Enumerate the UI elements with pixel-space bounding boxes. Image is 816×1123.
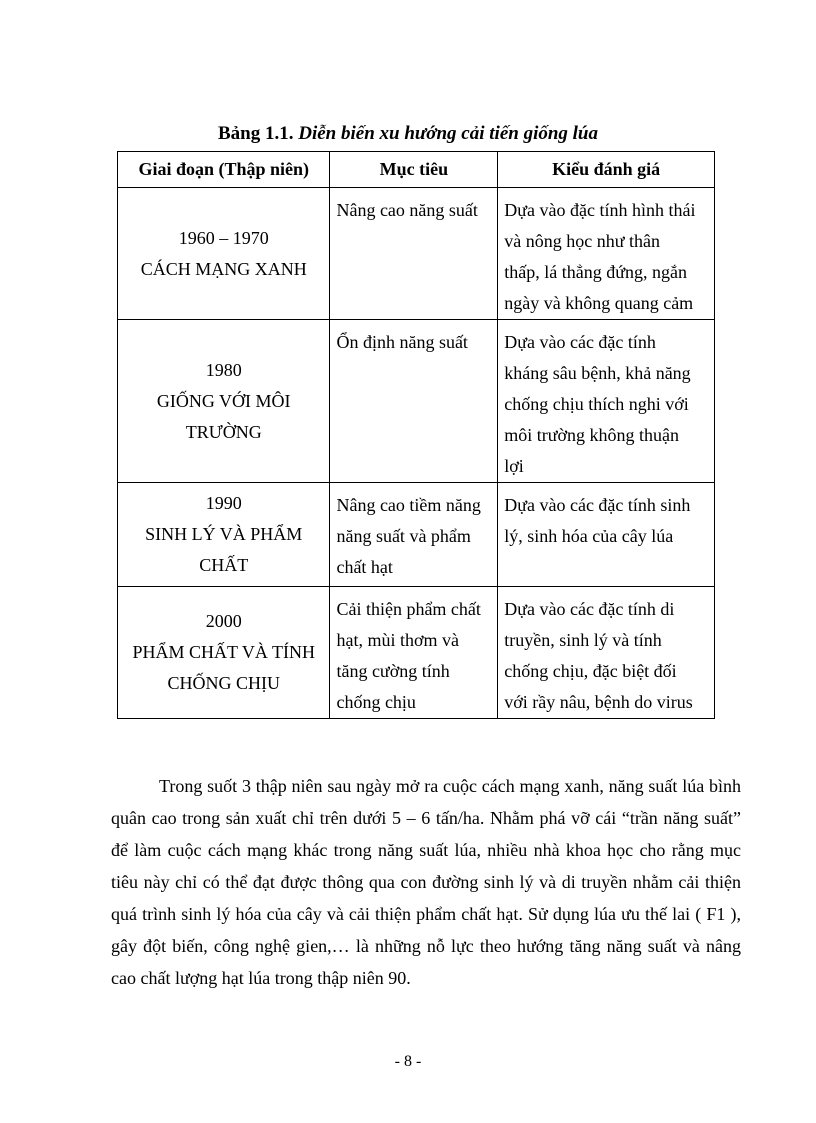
table-caption-title: Diễn biến xu hướng cải tiến giống lúa — [293, 123, 599, 144]
goal-line: năng suất và phẩm — [336, 526, 471, 546]
evaluation-line: môi trường không thuận — [504, 425, 679, 445]
evaluation-line: với rầy nâu, bệnh do virus — [504, 692, 693, 712]
period-cell — [118, 188, 330, 320]
goal-cell — [330, 587, 498, 719]
body-paragraph: Trong suốt 3 thập niên sau ngày mở ra cuộc cách mạng xanh, năng suất lúa bình quân cao trong sản xuất chỉ trên dưới 5 – 6 tấn/ha. Nhằm phá vỡ cái “trần năng suất” để làm cuộc cách mạng khác trong năng suất lúa, nhiều nhà khoa học cho rằng mục tiêu này chỉ có thể đạt được thông qua con đường sinh lý và di truyền nhằm cải thiện quá trình sinh lý hóa của cây và cải thiện phẩm chất hạt. Sử dụng lúa ưu thế lai ( F1 ), gây đột biến, công nghệ gien,… là những nỗ lực theo hướng tăng năng suất và nâng cao chất lượng hạt lúa trong thập niên 90. — [111, 776, 741, 988]
goal-cell — [330, 188, 498, 320]
goal-line: tăng cường tính — [336, 661, 450, 681]
evaluation-line: Dựa vào các đặc tính sinh — [504, 495, 691, 515]
evaluation-line: chống chịu thích nghi với — [504, 394, 689, 414]
period-cell — [118, 483, 330, 587]
goal-cell — [330, 320, 498, 483]
evaluation-line: ngày và không quang cảm — [504, 293, 694, 313]
period-cell — [118, 587, 330, 719]
evaluation-line: Dựa vào các đặc tính di — [504, 599, 675, 619]
evaluation-line: truyền, sinh lý và tính — [504, 630, 662, 650]
goal-cell — [330, 483, 498, 587]
goal-line: Ổn định năng suất — [336, 332, 468, 352]
evaluation-line: lợi — [504, 456, 524, 476]
evaluation-line: thấp, lá thẳng đứng, ngắn — [504, 262, 687, 282]
goal-line: chống chịu — [336, 692, 416, 712]
table-caption — [0, 123, 816, 145]
period-name: CÁCH MẠNG XANH — [140, 258, 307, 279]
evaluation-line: Dựa vào các đặc tính — [504, 332, 656, 352]
table-caption-prefix: Bảng 1.1. — [217, 123, 294, 144]
evaluation-line: Dựa vào đặc tính hình thái — [504, 200, 696, 220]
evaluation-cell — [498, 483, 715, 587]
evaluation-line: lý, sinh hóa của cây lúa — [504, 526, 674, 546]
rice-trend-table — [117, 151, 715, 719]
period-name: PHẨM CHẤT VÀ TÍNH — [132, 642, 315, 662]
header-period: Giai đoạn (Thập niên) — [118, 152, 330, 188]
period-years: 1980 — [205, 359, 242, 380]
header-evaluation: Kiểu đánh giá — [498, 152, 715, 188]
page-number: - 8 - — [394, 1053, 422, 1070]
table-row — [118, 587, 715, 719]
goal-line: Cải thiện phẩm chất — [336, 599, 481, 619]
table-row — [118, 483, 715, 587]
header-goal: Mục tiêu — [330, 152, 498, 188]
period-name: GIỐNG VỚI MÔI — [156, 390, 291, 411]
evaluation-line: kháng sâu bệnh, khả năng — [504, 363, 691, 383]
evaluation-line: chống chịu, đặc biệt đối — [504, 661, 677, 681]
period-name: CHỐNG CHỊU — [167, 673, 280, 693]
goal-line: Nâng cao tiềm năng — [336, 495, 481, 515]
evaluation-cell — [498, 587, 715, 719]
goal-line: Nâng cao năng suất — [336, 200, 478, 220]
period-name: SINH LÝ VÀ PHẨM — [145, 524, 303, 544]
goal-line: hạt, mùi thơm và — [336, 630, 459, 650]
evaluation-line: và nông học như thân — [504, 231, 660, 251]
period-name: CHẤT — [199, 555, 249, 575]
period-name: TRƯỜNG — [185, 421, 262, 442]
period-years: 1990 — [205, 493, 242, 513]
goal-line: chất hạt — [336, 557, 393, 577]
period-years: 2000 — [205, 611, 242, 631]
evaluation-cell — [498, 320, 715, 483]
period-cell — [118, 320, 330, 483]
period-years: 1960 – 1970 — [178, 227, 269, 248]
table-row — [118, 188, 715, 320]
table-header-row — [118, 152, 715, 188]
table-row — [118, 320, 715, 483]
evaluation-cell — [498, 188, 715, 320]
